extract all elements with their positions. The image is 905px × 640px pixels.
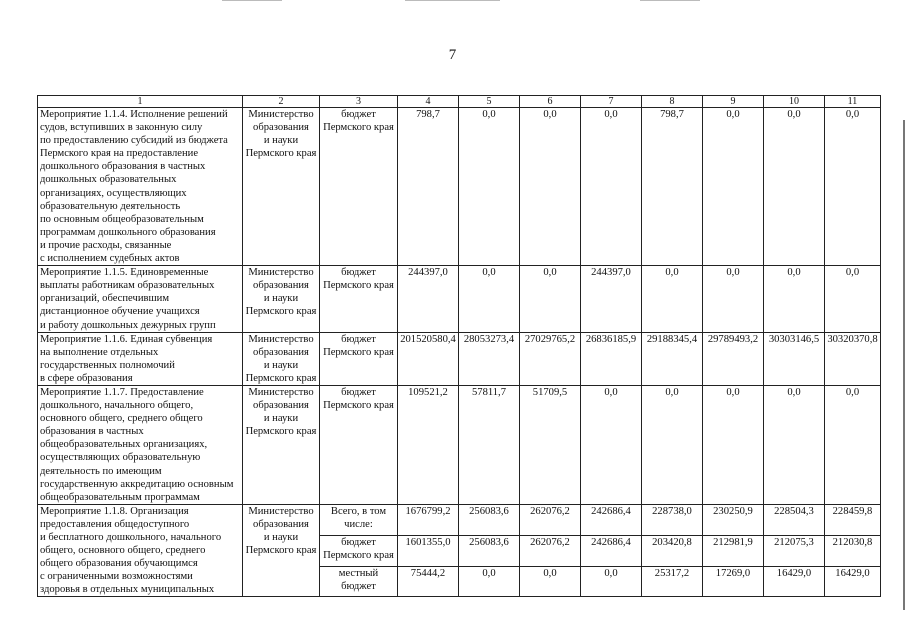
- table-row: [38, 385, 881, 504]
- value-cell: 242686,4: [581, 535, 642, 566]
- value-cell: 0,0: [825, 108, 881, 266]
- col-header: 8: [642, 96, 703, 108]
- table-body: [38, 96, 881, 597]
- value-cell: 0,0: [520, 266, 581, 332]
- value-total: 1601355,0: [398, 535, 459, 566]
- value-cell: 0,0: [825, 385, 881, 504]
- value-cell: 0,0: [703, 108, 764, 266]
- col-header: 6: [520, 96, 581, 108]
- col-header: 9: [703, 96, 764, 108]
- value-cell: 256083,6: [459, 504, 520, 535]
- funding-source: местный бюджет: [320, 566, 398, 597]
- value-cell: 203420,8: [642, 535, 703, 566]
- value-cell: 30320370,8: [825, 332, 881, 385]
- value-cell: 0,0: [581, 385, 642, 504]
- executor: Министерство образования и науки Пермского края: [243, 504, 320, 597]
- value-cell: 29188345,4: [642, 332, 703, 385]
- value-cell: 798,7: [642, 108, 703, 266]
- value-cell: 212981,9: [703, 535, 764, 566]
- executor: Министерство образования и науки Пермского края: [243, 108, 320, 266]
- value-cell: 0,0: [459, 266, 520, 332]
- value-cell: 0,0: [520, 566, 581, 597]
- value-cell: 0,0: [764, 385, 825, 504]
- value-cell: 212030,8: [825, 535, 881, 566]
- value-cell: 0,0: [703, 266, 764, 332]
- value-cell: 262076,2: [520, 535, 581, 566]
- activity-name: Мероприятие 1.1.8. Организация предоставления общедоступного и бесплатного дошкольного, начального общего, основного общего, среднего общего образования обучающимся с ограниченными возможностями здоровья в отдельных муниципальных: [38, 504, 243, 597]
- value-cell: 16429,0: [764, 566, 825, 597]
- col-header: 7: [581, 96, 642, 108]
- value-cell: 262076,2: [520, 504, 581, 535]
- col-header: 1: [38, 96, 243, 108]
- funding-source: бюджет Пермского края: [320, 385, 398, 504]
- value-total: 798,7: [398, 108, 459, 266]
- funding-source: бюджет Пермского края: [320, 266, 398, 332]
- value-total: 1676799,2: [398, 504, 459, 535]
- executor: Министерство образования и науки Пермского края: [243, 332, 320, 385]
- top-rule-mid: [405, 0, 500, 1]
- col-header: 10: [764, 96, 825, 108]
- value-cell: 228504,3: [764, 504, 825, 535]
- value-cell: 30303146,5: [764, 332, 825, 385]
- value-cell: 0,0: [520, 108, 581, 266]
- value-cell: 29789493,2: [703, 332, 764, 385]
- value-cell: 256083,6: [459, 535, 520, 566]
- value-total: 201520580,4: [398, 332, 459, 385]
- value-cell: 27029765,2: [520, 332, 581, 385]
- value-cell: 228738,0: [642, 504, 703, 535]
- funding-source: бюджет Пермского края: [320, 332, 398, 385]
- col-header: 2: [243, 96, 320, 108]
- value-cell: 228459,8: [825, 504, 881, 535]
- funding-source: бюджет Пермского края: [320, 108, 398, 266]
- table-row: [38, 108, 881, 266]
- column-number-row: [38, 96, 881, 108]
- top-rule-right: [640, 0, 700, 1]
- executor: Министерство образования и науки Пермского края: [243, 385, 320, 504]
- activity-name: Мероприятие 1.1.5. Единовременные выплаты работникам образовательных организаций, обеспечившим дистанционное обучение учащихся и работу дошкольных дежурных групп: [38, 266, 243, 332]
- col-header: 11: [825, 96, 881, 108]
- top-rule-left: [222, 0, 282, 1]
- col-header: 5: [459, 96, 520, 108]
- value-cell: 0,0: [825, 266, 881, 332]
- value-cell: 25317,2: [642, 566, 703, 597]
- funding-source: бюджет Пермского края: [320, 535, 398, 566]
- executor: Министерство образования и науки Пермского края: [243, 266, 320, 332]
- value-cell: 0,0: [459, 566, 520, 597]
- value-cell: 212075,3: [764, 535, 825, 566]
- funding-source: Всего, в том числе:: [320, 504, 398, 535]
- value-cell: 0,0: [459, 108, 520, 266]
- value-cell: 0,0: [581, 108, 642, 266]
- activity-name: Мероприятие 1.1.4. Исполнение решений судов, вступивших в законную силу по предоставлению субсидий из бюджета Пермского края на предоставление дошкольного образования в частных дошкольных образовательных организациях, осуществляющих образовательную деятельность по основным общеобразовательным программам дошкольного образования и прочие расходы, связанные с исполнением судебных актов: [38, 108, 243, 266]
- value-cell: 242686,4: [581, 504, 642, 535]
- table-row: [38, 332, 881, 385]
- value-cell: 0,0: [764, 266, 825, 332]
- value-cell: 26836185,9: [581, 332, 642, 385]
- value-cell: 0,0: [703, 385, 764, 504]
- value-cell: 28053273,4: [459, 332, 520, 385]
- activity-name: Мероприятие 1.1.7. Предоставление дошкольного, начального общего, основного общего, среднего общего образования в частных общеобразовательных организациях, осуществляющих образовательную деятельность по имеющим государственную аккредитацию основным общеобразовательным программам: [38, 385, 243, 504]
- page-number: 7: [448, 47, 457, 63]
- value-cell: 0,0: [642, 385, 703, 504]
- value-cell: 0,0: [581, 566, 642, 597]
- value-cell: 244397,0: [581, 266, 642, 332]
- value-cell: 0,0: [642, 266, 703, 332]
- program-activities-table: [37, 95, 881, 597]
- col-header: 3: [320, 96, 398, 108]
- activity-name: Мероприятие 1.1.6. Единая субвенция на выполнение отдельных государственных полномочий в сфере образования: [38, 332, 243, 385]
- value-total: 75444,2: [398, 566, 459, 597]
- value-total: 244397,0: [398, 266, 459, 332]
- value-cell: 17269,0: [703, 566, 764, 597]
- col-header: 4: [398, 96, 459, 108]
- value-cell: 16429,0: [825, 566, 881, 597]
- value-cell: 57811,7: [459, 385, 520, 504]
- table-row: [38, 266, 881, 332]
- value-cell: 230250,9: [703, 504, 764, 535]
- value-cell: 0,0: [764, 108, 825, 266]
- value-cell: 51709,5: [520, 385, 581, 504]
- value-total: 109521,2: [398, 385, 459, 504]
- table-row: [38, 504, 881, 535]
